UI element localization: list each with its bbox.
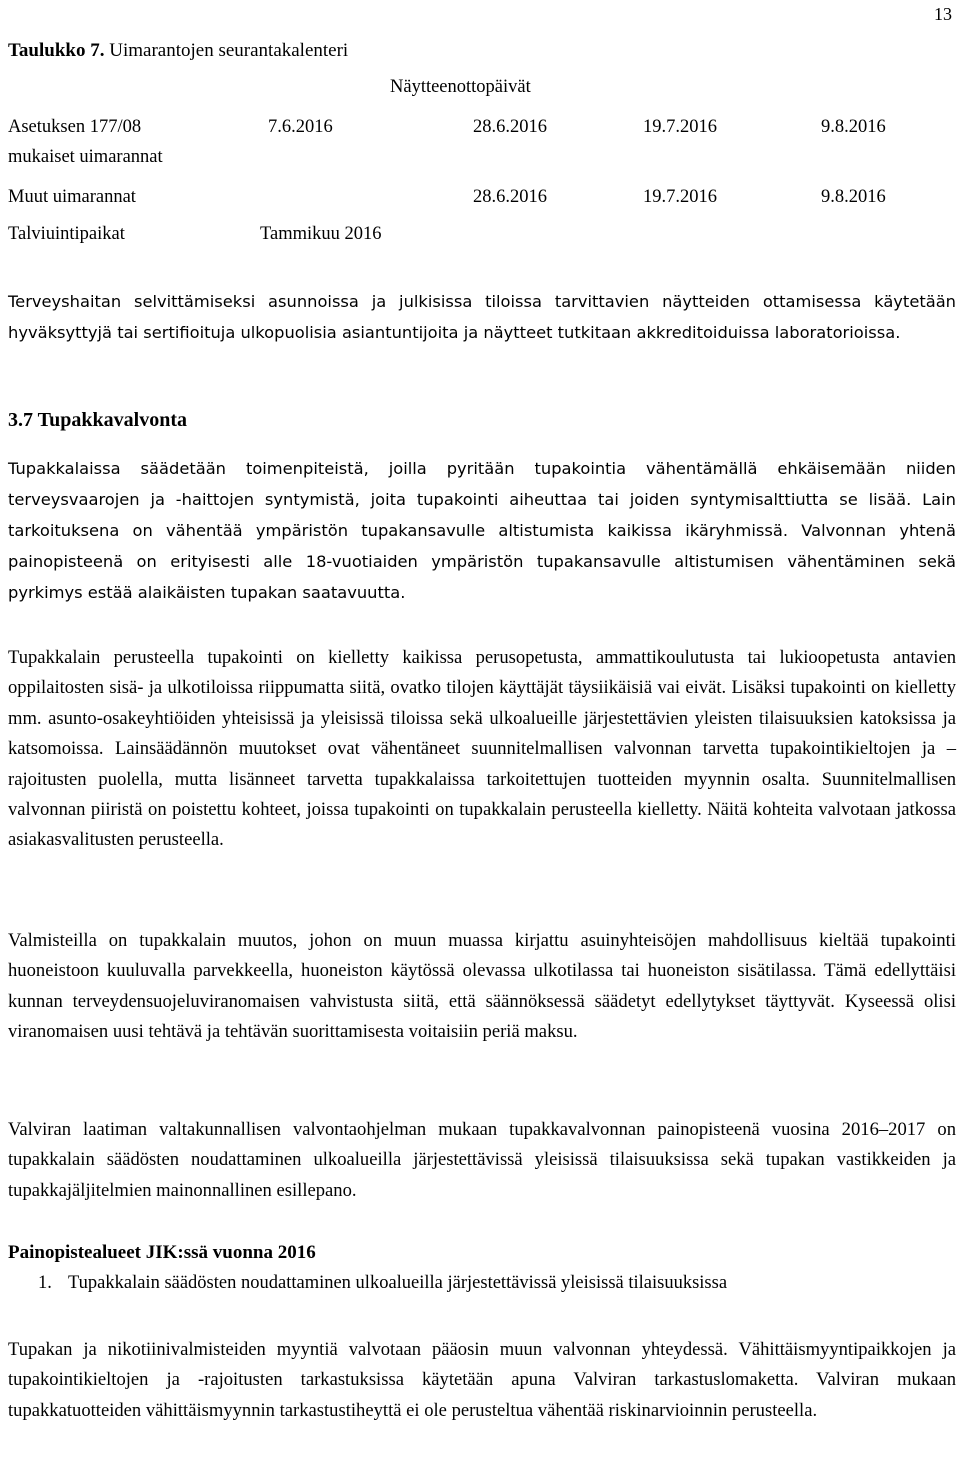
table-title-number: Taulukko 7. bbox=[8, 40, 105, 61]
table-header: Näytteenottopäivät bbox=[390, 77, 531, 97]
table-cell-date: 19.7.2016 bbox=[643, 187, 717, 207]
table-cell-date: 19.7.2016 bbox=[643, 117, 717, 137]
list-item bbox=[38, 1273, 727, 1294]
section-heading: 3.7 Tupakkavalvonta bbox=[8, 409, 187, 431]
paragraph-valvira: Valviran laatiman valtakunnallisen valvontaohjelman mukaan tupakkavalvonnan painopisteenä vuosina 2016–2017 on tupakkalain säädösten noudattaminen ulkoalueilla järjestettävissä yleisissä tilaisuuksissa sekä tupakan vastikkeiden ja tupakkajäljitelmien mainonnallinen esillepano. bbox=[8, 1119, 956, 1201]
paragraph-sales: Tupakan ja nikotiinivalmisteiden myyntiä valvotaan pääosin muun valvonnan yhteydessä. Vähittäismyyntipaikkojen ja tupakointikieltojen ja -rajoitusten tarkastuksissa käytetään apuna Valviran tarkastuslomaketta. Valviran mukaan tupakkatuotteiden vähittäismyynnin tarkastustiheyttä ei ole perusteltua vähentää riskinarvioinnin perusteella. bbox=[8, 1339, 956, 1421]
table-cell-date: 28.6.2016 bbox=[473, 187, 547, 207]
table-cell-value: Tammikuu 2016 bbox=[260, 224, 382, 244]
paragraph-law: Tupakkalain perusteella tupakointi on kielletty kaikissa perusopetusta, ammattikoulutusta tai lukioopetusta antavien oppilaitosten sisä- ja ulkotiloissa riippumatta siitä, ovatko tilojen käyttäjät täysiikäisiä vai eivät. Lisäksi tupakointi on kielletty mm. asunto-osakeyhtiöiden yhteisissä ja yleisissä tiloissa sekä ulkoalueille järjestettävien yleisten tilaisuuksien katoksissa ja katsomoissa. Lainsäädännön muutokset ovat vähentäneet suunnitelmallisen valvonnan tarvetta tupakointikieltojen ja – rajoitusten puolella, mutta lisänneet tarvetta tupakkalaissa tarkoitettujen tuotteiden myynnin osalta. Suunnitelmallisen valvonnan piiristä on poistettu kohteet, joissa tupakointi on tupakkalain perusteella kielletty. Näitä kohteita valvotaan jatkossa asiakasvalitusten perusteella. bbox=[8, 647, 956, 851]
paragraph-intro: Tupakkalaissa säädetään toimenpiteistä, joilla pyritään tupakointia vähentämällä ehkäisemään niiden terveysvaarojen ja -haittojen syntymistä, joita tupakointi aiheuttaa tai joiden syntymisalttiutta se lisää. Lain tarkoituksena on vähentää ympäristön tupakansavulle altistumista kaikissa ikäryhmissä. Valvonnan yhtenä painopisteenä on erityisesti alle 18-vuotiaiden ympäristön tupakansavulle altistumisen vähentäminen sekä pyrkimys estää alaikäisten tupakan saatavuutta. bbox=[8, 459, 956, 602]
focus-heading: Painopistealueet JIK:ssä vuonna 2016 bbox=[8, 1242, 316, 1263]
table-title bbox=[8, 40, 348, 62]
paragraph-change: Valmisteilla on tupakkalain muutos, johon on muun muassa kirjattu asuinyhteisöjen mahdollisuus kieltää tupakointi huoneistoon kuuluvalla parvekkeella, huoneiston käytössä olevassa ulkotilassa tai huoneiston sisätilassa. Tämä edellyttäisi kunnan terveydensuojeluviranomaisen vahvistusta siitä, että säännöksessä säädetyt edellytykset täyttyvät. Kyseessä olisi viranomaisen uusi tehtävä ja tehtävän suorittamisesta voitaisiin periä maksu. bbox=[8, 930, 956, 1043]
table-cell-date: 28.6.2016 bbox=[473, 117, 547, 137]
list-item-number: 1. bbox=[38, 1273, 52, 1293]
table-cell-date: 9.8.2016 bbox=[821, 117, 886, 137]
paragraph-health: Terveyshaitan selvittämiseksi asunnoissa ja julkisissa tiloissa tarvittavien näytteiden ottamisessa käytetään hyväksyttyjä tai sertifioituja ulkopuolisia asiantuntijoita ja näytteet tutkitaan akkreditoiduissa laboratorioissa. bbox=[8, 292, 956, 342]
row-label: Talviuintipaikat bbox=[8, 224, 125, 244]
row-label: Muut uimarannat bbox=[8, 187, 136, 207]
row-label-line1: Asetuksen 177/08 bbox=[8, 117, 142, 137]
list-item-text: Tupakkalain säädösten noudattaminen ulkoalueilla järjestettävissä yleisissä tilaisuuksissa bbox=[68, 1273, 728, 1293]
row-label-line2: mukaiset uimarannat bbox=[8, 147, 163, 167]
table-title-text: Uimarantojen seurantakalenteri bbox=[109, 40, 349, 61]
table-cell-date: 7.6.2016 bbox=[268, 117, 333, 137]
table-cell-date: 9.8.2016 bbox=[821, 187, 886, 207]
page-number: 13 bbox=[934, 4, 952, 24]
